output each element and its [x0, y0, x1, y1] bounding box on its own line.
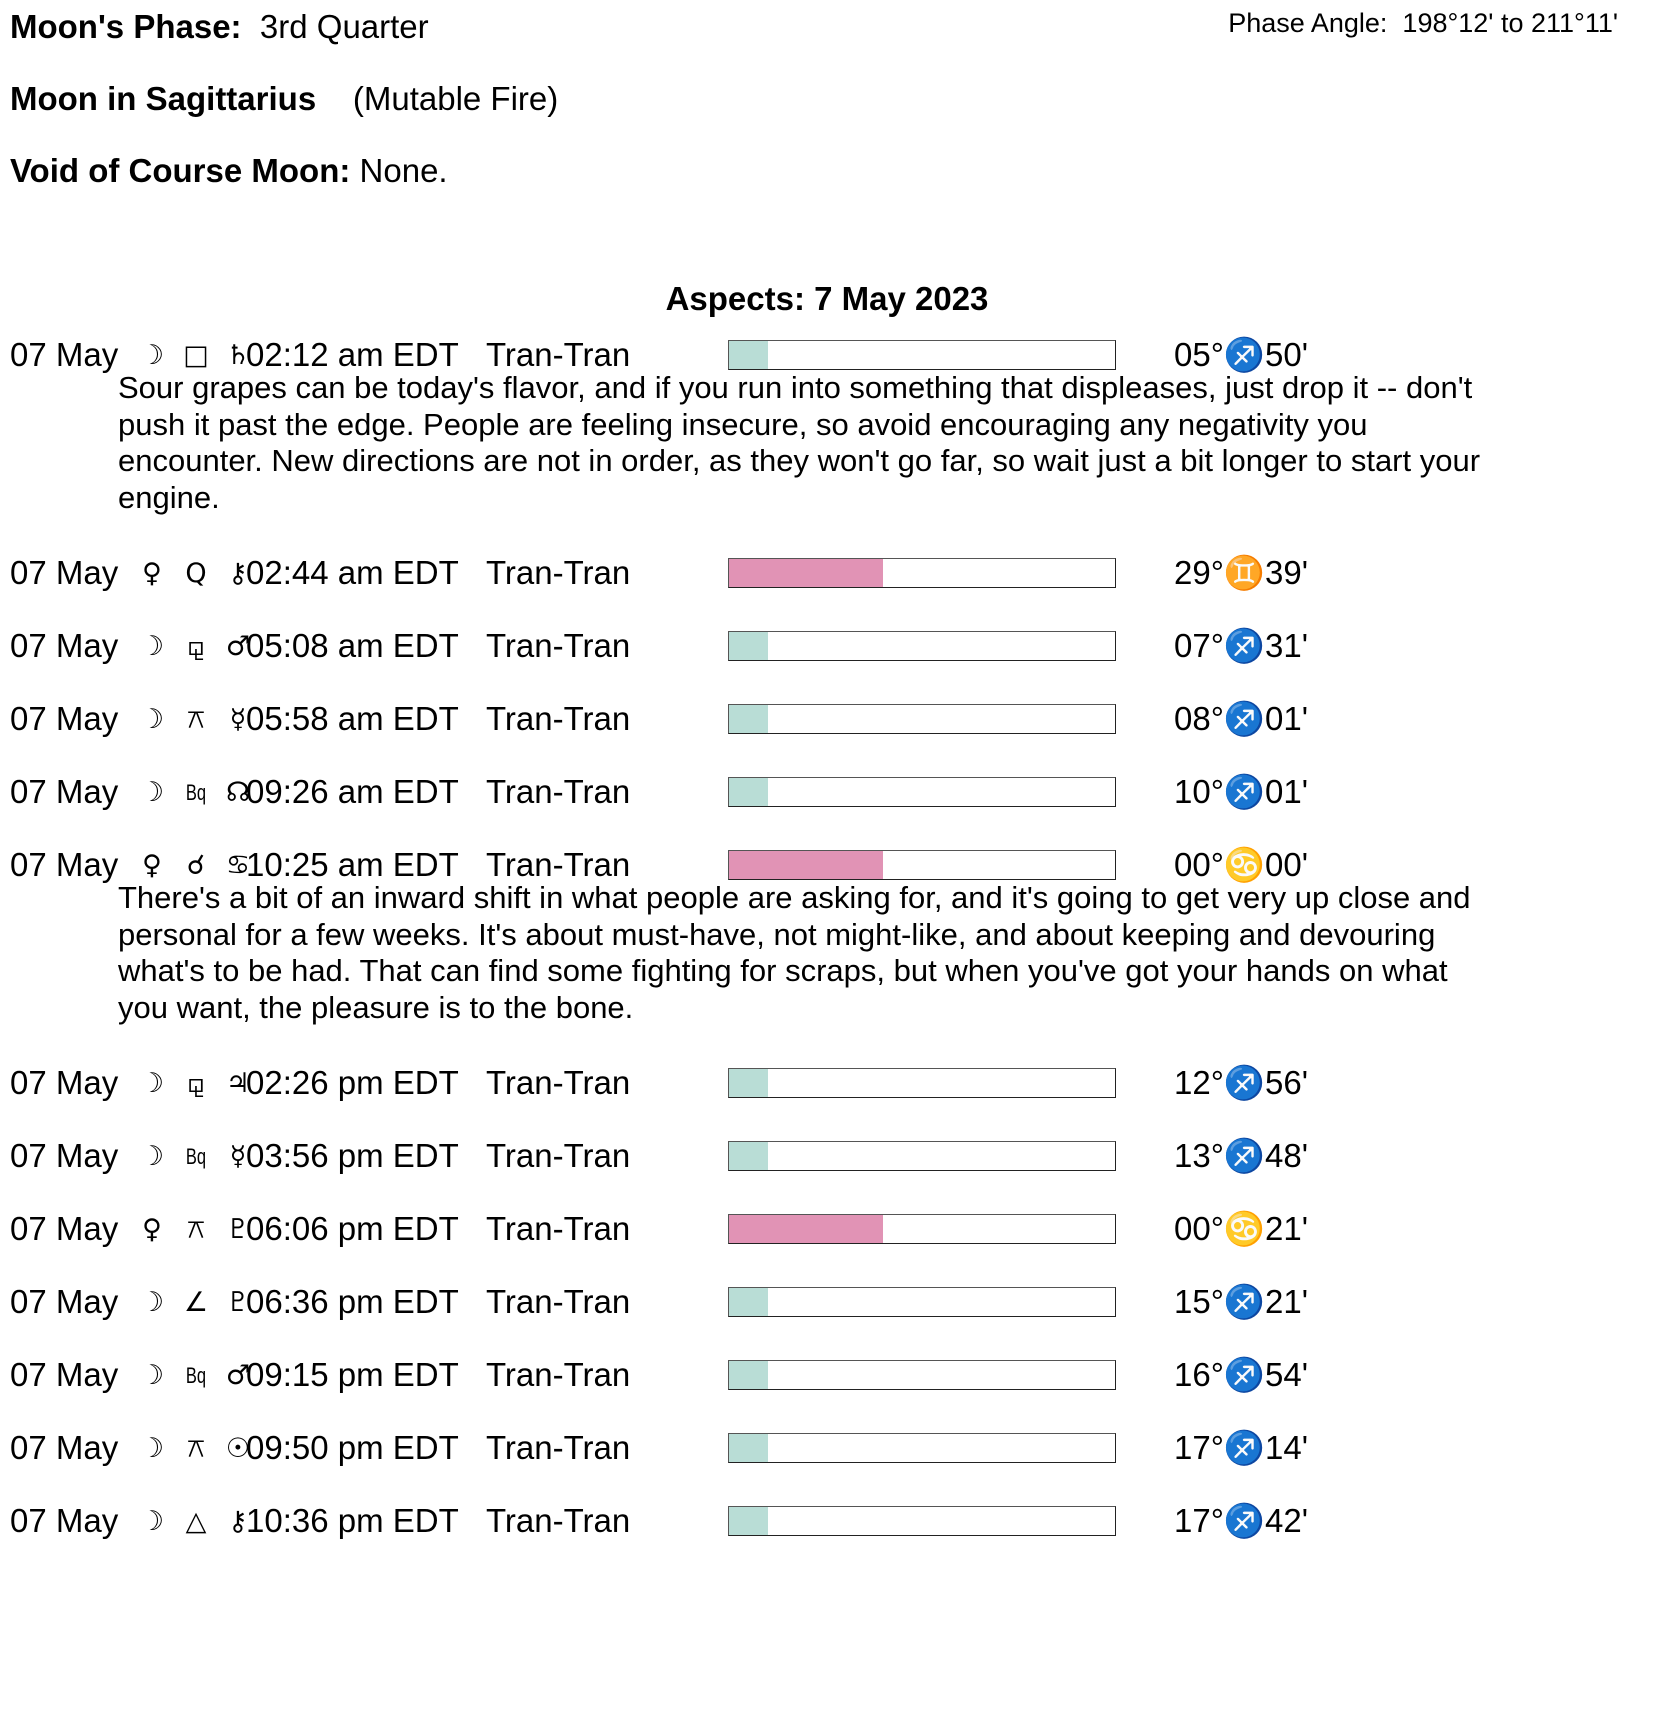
aspect-description: Sour grapes can be today's flavor, and if you run into something that displeases, just drop it -- don't push it past the edge. People are feeling insecure, so avoid encouraging any negativity you encounter. New directions are not in order, as they won't go far, so wait just a bit longer to start your engine. [118, 370, 1481, 515]
aspect-line [0, 698, 1654, 740]
aspect-date: 07 May [10, 1137, 119, 1174]
aspect-line [0, 844, 1654, 886]
strength-bar-fill [729, 851, 883, 879]
sun-icon: ☉ [225, 1433, 251, 1464]
moon-sign-quality: (Mutable Fire) [352, 80, 559, 117]
phase-angle-value: 198°12' to 211°11' [1402, 8, 1618, 38]
trine-icon: △ [185, 1506, 207, 1537]
aspect-date: 07 May [10, 554, 119, 591]
venus-icon: ♀ [142, 558, 162, 589]
aspect-type: Tran-Tran [486, 1429, 631, 1466]
biquintile-icon: Bq [185, 1363, 207, 1388]
quincunx-icon: ⚻ [187, 1214, 205, 1245]
moon-icon: ☽ [139, 340, 165, 371]
pluto-icon: ♇ [225, 1214, 251, 1245]
moon-phase [10, 8, 429, 46]
strength-bar [728, 558, 1116, 588]
quintile-icon: Q [185, 558, 207, 589]
aspect-time: 03:56 pm EDT [246, 1137, 459, 1174]
aspect-line [0, 1500, 1654, 1542]
aspect-type: Tran-Tran [486, 1064, 631, 1101]
aspect-date: 07 May [10, 627, 119, 664]
strength-bar-fill [729, 1142, 768, 1170]
strength-bar-fill [729, 341, 768, 369]
aspect-date: 07 May [10, 336, 119, 373]
void-of-course-label: Void of Course Moon: [10, 152, 351, 189]
moon-icon: ☽ [139, 1506, 165, 1537]
strength-bar [728, 1287, 1116, 1317]
aspect-type: Tran-Tran [486, 1283, 631, 1320]
aspect-time: 02:26 pm EDT [246, 1064, 459, 1101]
aspect-time: 05:58 am EDT [246, 700, 459, 737]
moon-icon: ☽ [139, 777, 165, 808]
aspect-list [0, 334, 1654, 1573]
mars-icon: ♂ [225, 631, 251, 662]
aspect-position: 08°♐01' [1174, 700, 1308, 737]
aspect-type: Tran-Tran [486, 846, 631, 883]
aspect-date: 07 May [10, 846, 119, 883]
aspect-time: 10:25 am EDT [246, 846, 459, 883]
aspect-line [0, 625, 1654, 667]
aspect-line [0, 1281, 1654, 1323]
aspect-type: Tran-Tran [486, 700, 631, 737]
strength-bar-fill [729, 1434, 768, 1462]
aspect-line [0, 771, 1654, 813]
strength-bar-fill [729, 559, 883, 587]
aspect-date: 07 May [10, 1283, 119, 1320]
phase-angle [1228, 8, 1618, 39]
aspects-title: Aspects: 7 May 2023 [665, 280, 989, 317]
aspect-time: 10:36 pm EDT [246, 1502, 459, 1539]
aspect-position: 00°♋21' [1174, 1210, 1308, 1247]
aspect-row [0, 1427, 1654, 1500]
strength-bar [728, 1214, 1116, 1244]
aspect-time: 06:06 pm EDT [246, 1210, 459, 1247]
chiron-icon: ⚷ [228, 1506, 248, 1537]
moon-phase-label: Moon's Phase: [10, 8, 242, 45]
strength-bar [728, 850, 1116, 880]
aspect-position: 17°♐14' [1174, 1429, 1308, 1466]
aspect-position: 15°♐21' [1174, 1283, 1308, 1320]
aspect-type: Tran-Tran [486, 1210, 631, 1247]
sesquiquadrate-icon: ⚼ [186, 1068, 206, 1099]
aspect-position: 07°♐31' [1174, 627, 1308, 664]
moon-icon: ☽ [139, 1287, 165, 1318]
aspect-time: 09:15 pm EDT [246, 1356, 459, 1393]
aspect-line [0, 1208, 1654, 1250]
aspect-position: 29°♊39' [1174, 554, 1308, 591]
strength-bar-fill [729, 1069, 768, 1097]
aspect-date: 07 May [10, 773, 119, 810]
strength-bar [728, 1433, 1116, 1463]
strength-bar-fill [729, 632, 768, 660]
aspect-line [0, 1135, 1654, 1177]
strength-bar [728, 1360, 1116, 1390]
aspect-line [0, 334, 1654, 376]
aspect-position: 17°♐42' [1174, 1502, 1308, 1539]
strength-bar-fill [729, 705, 768, 733]
aspect-time: 02:44 am EDT [246, 554, 459, 591]
aspect-row [0, 698, 1654, 771]
cancer-icon: ♋ [225, 850, 251, 881]
aspect-row [0, 552, 1654, 625]
conjunction-icon: ☌ [186, 850, 206, 881]
strength-bar-fill [729, 1361, 768, 1389]
moon-icon: ☽ [139, 631, 165, 662]
aspect-date: 07 May [10, 700, 119, 737]
aspect-position: 12°♐56' [1174, 1064, 1308, 1101]
aspect-line [0, 1427, 1654, 1469]
aspect-line [0, 1062, 1654, 1104]
aspect-row [0, 1208, 1654, 1281]
aspect-time: 02:12 am EDT [246, 336, 459, 373]
aspect-type: Tran-Tran [486, 773, 631, 810]
biquintile-icon: Bq [185, 780, 207, 805]
moon-icon: ☽ [139, 1141, 165, 1172]
sesquiquadrate-icon: ⚼ [186, 631, 206, 662]
strength-bar-fill [729, 1288, 768, 1316]
aspect-type: Tran-Tran [486, 1356, 631, 1393]
moon-sign-label: Moon in Sagittarius [10, 80, 317, 117]
strength-bar [728, 340, 1116, 370]
strength-bar-fill [729, 778, 768, 806]
strength-bar [728, 777, 1116, 807]
venus-icon: ♀ [142, 1214, 162, 1245]
saturn-icon: ♄ [225, 340, 251, 371]
aspect-type: Tran-Tran [486, 554, 631, 591]
moon-icon: ☽ [139, 1360, 165, 1391]
north-node-icon: ☊ [226, 777, 250, 808]
aspect-time: 05:08 am EDT [246, 627, 459, 664]
aspect-row [0, 1354, 1654, 1427]
quincunx-icon: ⚻ [187, 704, 205, 735]
phase-angle-label: Phase Angle: [1228, 8, 1388, 38]
mercury-icon: ☿ [229, 704, 247, 735]
moon-icon: ☽ [139, 1068, 165, 1099]
mars-icon: ♂ [225, 1360, 251, 1391]
aspect-row [0, 1135, 1654, 1208]
aspect-date: 07 May [10, 1064, 119, 1101]
aspect-row [0, 1500, 1654, 1573]
square-icon: □ [183, 340, 209, 371]
aspect-position: 16°♐54' [1174, 1356, 1308, 1393]
void-of-course [10, 152, 448, 190]
aspect-time: 09:26 am EDT [246, 773, 459, 810]
strength-bar [728, 631, 1116, 661]
moon-icon: ☽ [139, 704, 165, 735]
aspect-position: 05°♐50' [1174, 336, 1308, 373]
aspect-row [0, 1281, 1654, 1354]
aspect-type: Tran-Tran [486, 1502, 631, 1539]
aspect-row [0, 625, 1654, 698]
quincunx-icon: ⚻ [187, 1433, 205, 1464]
moon-phase-value: 3rd Quarter [259, 8, 429, 45]
aspect-date: 07 May [10, 1356, 119, 1393]
aspect-position: 00°♋00' [1174, 846, 1308, 883]
strength-bar [728, 704, 1116, 734]
venus-icon: ♀ [142, 850, 162, 881]
void-of-course-value: None. [359, 152, 448, 189]
aspect-time: 06:36 pm EDT [246, 1283, 459, 1320]
strength-bar-fill [729, 1215, 883, 1243]
aspect-row [0, 771, 1654, 844]
semisquare-icon: ∠ [183, 1287, 209, 1318]
strength-bar [728, 1068, 1116, 1098]
aspect-line [0, 552, 1654, 594]
aspect-type: Tran-Tran [486, 1137, 631, 1174]
aspect-row [0, 844, 1654, 1026]
mercury-icon: ☿ [229, 1141, 247, 1172]
moon-sign [10, 80, 558, 118]
aspect-line [0, 1354, 1654, 1396]
pluto-icon: ♇ [225, 1287, 251, 1318]
aspect-position: 13°♐48' [1174, 1137, 1308, 1174]
jupiter-icon: ♃ [225, 1068, 251, 1099]
aspect-description: There's a bit of an inward shift in what people are asking for, and it's going to get very up close and personal for a few weeks. It's about must-have, not might-like, and about keeping and devouring what's to be had. That can find some fighting for scraps, but when you've got your hands on what you want, the pleasure is to the bone. [118, 880, 1471, 1025]
aspect-row [0, 334, 1654, 516]
chiron-icon: ⚷ [228, 558, 248, 589]
aspect-date: 07 May [10, 1502, 119, 1539]
aspect-date: 07 May [10, 1210, 119, 1247]
aspect-row [0, 1062, 1654, 1135]
strength-bar-fill [729, 1507, 768, 1535]
strength-bar [728, 1506, 1116, 1536]
moon-icon: ☽ [139, 1433, 165, 1464]
aspect-type: Tran-Tran [486, 336, 631, 373]
aspect-date: 07 May [10, 1429, 119, 1466]
aspect-position: 10°♐01' [1174, 773, 1308, 810]
biquintile-icon: Bq [185, 1144, 207, 1169]
aspect-time: 09:50 pm EDT [246, 1429, 459, 1466]
aspect-type: Tran-Tran [486, 627, 631, 664]
strength-bar [728, 1141, 1116, 1171]
